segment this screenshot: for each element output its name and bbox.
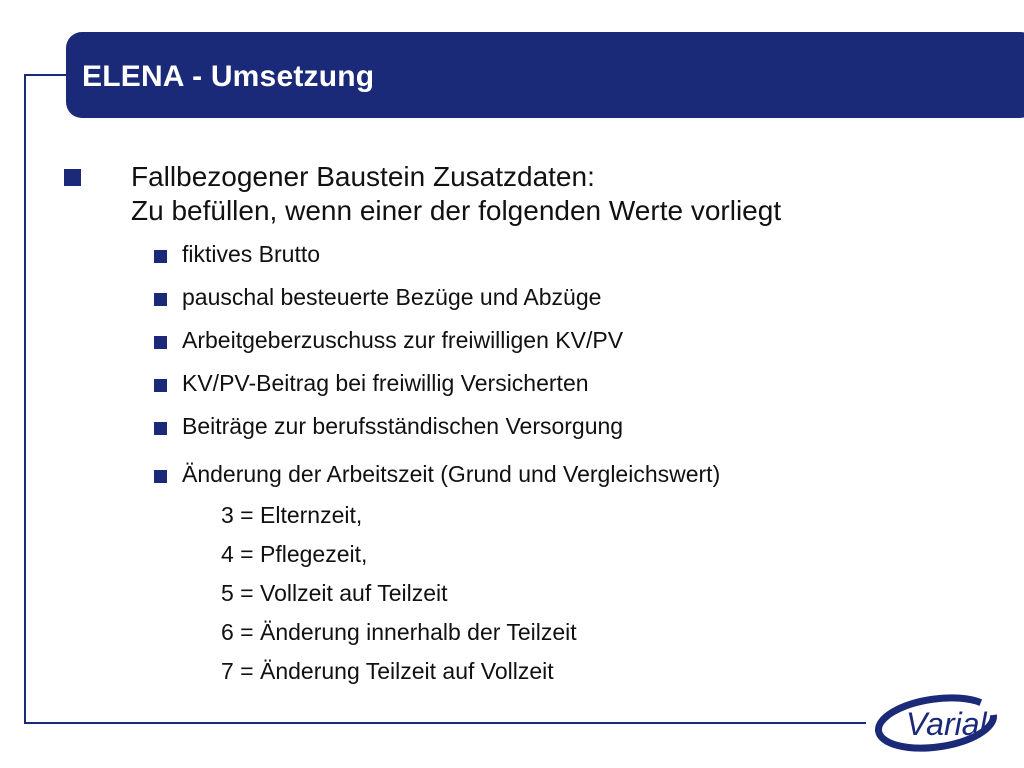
sub-bullet-text: Arbeitgeberzuschuss zur freiwilligen KV/PV [182,327,624,353]
title-bar [66,32,1024,118]
varial-logo [870,690,1010,756]
frame-bottom-line [24,722,866,724]
sub-bullet-text: Änderung der Arbeitszeit (Grund und Vergleichswert) [182,461,721,487]
sub-bullet-text: Beiträge zur berufsständischen Versorgung [182,413,624,439]
main-bullet-text [131,160,781,228]
slide-title: ELENA - Umsetzung [82,60,375,93]
main-bullet-line2: Zu befüllen, wenn einer der folgenden Werte vorliegt [131,195,782,226]
frame-top-line [24,74,68,76]
logo-text: Varial [906,706,987,742]
numbered-value: 4 = Pflegezeit, [221,541,368,567]
main-bullet-marker [64,169,81,186]
sub-bullet-marker [154,470,167,483]
main-bullet-line1: Fallbezogener Baustein Zusatzdaten: [131,161,595,192]
sub-bullet-marker [154,422,167,435]
sub-bullet-marker [154,293,167,306]
varial-logo-icon [870,690,1010,756]
numbered-value: 6 = Änderung innerhalb der Teilzeit [221,619,577,645]
sub-bullet-text: pauschal besteuerte Bezüge und Abzüge [182,284,602,310]
sub-bullet-text: KV/PV-Beitrag bei freiwillig Versicherten [182,370,589,396]
sub-bullet-marker [154,250,167,263]
numbered-value: 3 = Elternzeit, [221,502,363,528]
sub-bullet-marker [154,379,167,392]
sub-bullet-text: fiktives Brutto [182,241,321,267]
numbered-value: 5 = Vollzeit auf Teilzeit [221,580,448,606]
frame-left-line [24,74,26,724]
sub-bullet-marker [154,336,167,349]
numbered-value: 7 = Änderung Teilzeit auf Vollzeit [221,658,554,684]
